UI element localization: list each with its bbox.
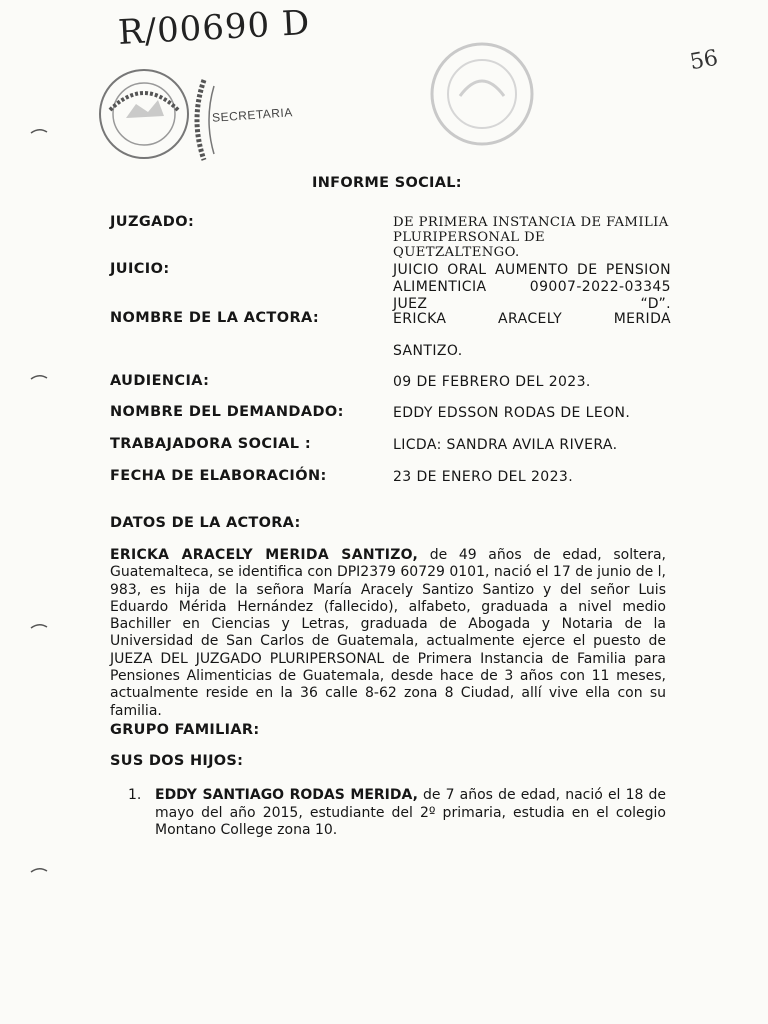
field-label: TRABAJADORA SOCIAL :	[110, 436, 312, 452]
section-subheading-hijos: SUS DOS HIJOS:	[110, 753, 244, 769]
field-label: NOMBRE DEL DEMANDADO:	[110, 404, 344, 420]
list-item	[128, 787, 666, 840]
child-description: de 7 años de edad, nació el 18 de mayo del año 2015, estudiante del 2º primaria, estudia en el colegio Montano College zona 10.	[155, 787, 666, 838]
field-value: DE PRIMERA INSTANCIA DE FAMILIA PLURIPERSONAL DE QUETZALTENGO.	[393, 215, 669, 260]
section-heading-grupo-familiar: GRUPO FAMILIAR:	[110, 722, 260, 738]
actora-description-text: de 49 años de edad, soltera, Guatemalteca, se identifica con DPI2379 60729 0101, nació el 17 de junio de l, 983, es hija de la señora María Aracely Santizo Santizo y del señor Luis Eduardo Mérida Hernández (fallecido), alfabeto, graduada a nivel medio Bachiller en Ciencias y Letras, graduada de Abogada y Notaria de la Universidad de San Carlos de Guatemala, actualmente ejerce el puesto de JUEZA DEL JUZGADO PLURIPERSONAL de Primera Instancia de Familia para Pensiones Alimenticias de Guatemala, desde hace de 3 años con 11 meses, actualmente reside en la 36 calle 8-62 zona 8 Ciudad, allí vive ella con su familia.	[110, 547, 666, 719]
section-heading-datos-actora: DATOS DE LA ACTORA:	[110, 515, 301, 531]
field-label: JUZGADO:	[110, 214, 195, 230]
field-label: AUDIENCIA:	[110, 373, 210, 389]
field-value: ERICKA ARACELY MERIDA	[393, 311, 671, 327]
list-item-body	[155, 787, 666, 840]
list-item-number: 1.	[128, 787, 142, 803]
field-value: LICDA: SANDRA AVILA RIVERA.	[393, 437, 618, 453]
actora-name: ERICKA ARACELY MERIDA SANTIZO,	[110, 547, 419, 563]
document-title: INFORME SOCIAL:	[312, 175, 462, 191]
actora-description-paragraph	[110, 547, 666, 720]
field-value: 09 DE FEBRERO DEL 2023.	[393, 374, 591, 390]
secretaria-stamp-text: SECRETARIA	[211, 105, 294, 125]
handwritten-page-number: 56	[688, 45, 720, 76]
margin-mark-icon	[30, 622, 48, 630]
handwritten-file-code: R/00690 D	[117, 2, 312, 54]
faded-round-stamp-icon	[420, 36, 570, 166]
field-value: 23 DE ENERO DEL 2023.	[393, 469, 574, 485]
margin-mark-icon	[30, 866, 48, 874]
child-name: EDDY SANTIAGO RODAS MERIDA,	[155, 787, 418, 803]
field-value: EDDY EDSSON RODAS DE LEON.	[393, 405, 631, 421]
court-seal-stamp-icon	[96, 66, 192, 162]
field-label: FECHA DE ELABORACIÓN:	[110, 468, 327, 484]
field-label: NOMBRE DE LA ACTORA:	[110, 310, 320, 326]
margin-mark-icon	[30, 127, 48, 135]
field-value: JUICIO ORAL AUMENTO DE PENSION ALIMENTICIA 09007-2022-03345 JUEZ “D”.	[393, 262, 671, 312]
field-value-continued: SANTIZO.	[393, 343, 463, 359]
margin-mark-icon	[30, 373, 48, 381]
field-label: JUICIO:	[110, 261, 170, 277]
